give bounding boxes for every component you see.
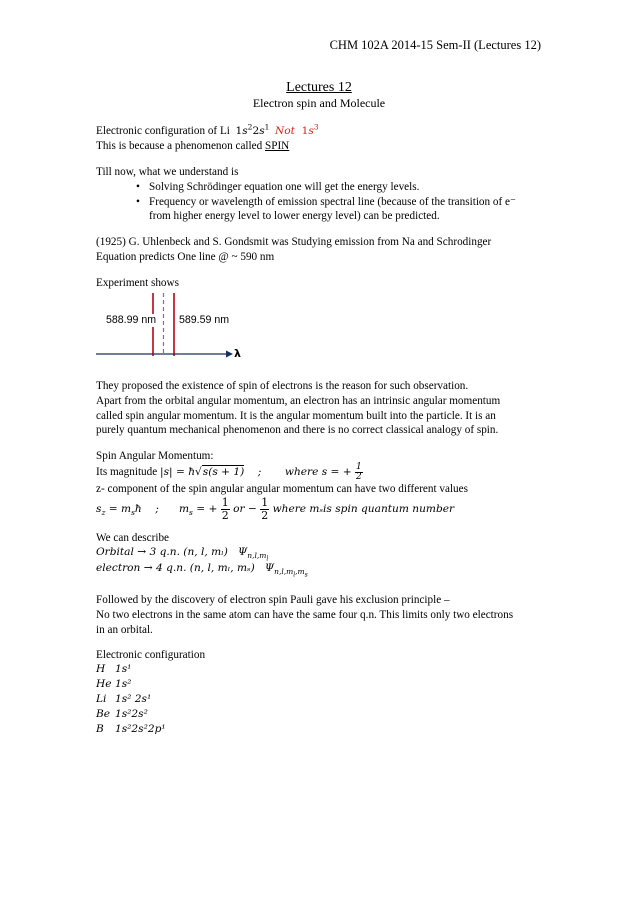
- config-element: Li: [96, 693, 107, 705]
- pauli-line-1: Followed by the discovery of electron spin Pauli gave his exclusion principle –: [96, 594, 450, 606]
- magnitude-label: Its magnitude: [96, 466, 158, 478]
- spin-qn-text: where mₛis spin quantum number: [272, 503, 455, 515]
- config-row-b: [96, 723, 166, 736]
- orbital-row: Orbital → 3 q.n. (n, l, mₗ) $\Psi_{n,l,m_l}$: [96, 546, 269, 563]
- page-subtitle: Electron spin and Molecule: [252, 96, 386, 110]
- config-value: 1s²2s²: [115, 708, 148, 720]
- li-config-not: Not $1s^3$: [275, 122, 319, 137]
- page-header: CHM 102A 2014-15 Sem-II (Lectures 12): [329, 38, 541, 52]
- bullet-icon: •: [136, 196, 140, 208]
- experiment-label: Experiment shows: [96, 277, 179, 289]
- paragraph-line-4: purely quantum mechanical phenomenon and there is no correct classical analogy of spin.: [96, 424, 499, 436]
- electron-qn-text: electron → 4 q.n. (n, l, mₗ, mₛ): [96, 562, 255, 574]
- history-line-1: (1925) G. Uhlenbeck and S. Gondsmit was Studying emission from Na and Schrodinger: [96, 236, 492, 248]
- axis-arrowhead-icon: [226, 351, 233, 358]
- magnitude-formula: |s| = ħ√s(s + 1) ; where s = + $\frac{1}{2}$: [160, 461, 362, 482]
- config-element: B: [96, 723, 104, 735]
- paragraph-line-3: called spin angular momentum. It is the angular momentum built into the particle. It is an: [96, 410, 496, 422]
- spin-word: SPIN: [265, 140, 290, 152]
- config-row-li: [96, 693, 151, 706]
- bullet-text: Frequency or wavelength of emission spectral line (because of the transition of e⁻: [149, 196, 516, 208]
- config-row-be: [96, 708, 148, 721]
- spin-intro-text: This is because a phenomenon called: [96, 140, 263, 152]
- li-config-intro: Electronic configuration of Li: [96, 125, 230, 137]
- bullet-icon: •: [136, 181, 140, 193]
- bullet-text: Solving Schrödinger equation one will get the energy levels.: [149, 181, 420, 193]
- line-label-588: 588.99 nm: [106, 314, 157, 326]
- paragraph-line-1: They proposed the existence of spin of electrons is the reason for such observation.: [96, 380, 469, 392]
- config-row-he: [96, 678, 131, 691]
- z-component-text: z- component of the spin angular angular momentum can have two different values: [96, 483, 468, 495]
- till-now-text: Till now, what we understand is: [96, 166, 239, 178]
- title-text: Lectures 12: [286, 80, 352, 95]
- history-line-2: Equation predicts One line @ ~ 590 nm: [96, 251, 275, 263]
- ec-heading: Electronic configuration: [96, 649, 206, 661]
- sz-equation: $s_z$ = $m_sħ$ ; $m_s$ = + $\frac{1}{2}$ or − $\frac{1}{2}$ where mₛis spin quantum number: [96, 495, 455, 522]
- config-element: H: [96, 663, 106, 675]
- config-row-h: [96, 663, 131, 676]
- line-label-589: 589.59 nm: [179, 314, 230, 326]
- paragraph-line-2: Apart from the orbital angular momentum, an electron has an intrinsic angular momentum: [96, 395, 501, 407]
- pauli-line-2: No two electrons in the same atom can have the same four q.n. This limits only two electrons: [96, 609, 514, 621]
- config-element: He: [96, 678, 112, 690]
- pauli-line-3: in an orbital.: [96, 624, 153, 636]
- config-value: 1s² 2s¹: [115, 693, 152, 705]
- magnitude-equation: [96, 462, 363, 482]
- config-value: 1s²: [115, 678, 132, 690]
- orbital-qn-text: Orbital → 3 q.n. (n, l, mₗ): [96, 546, 228, 558]
- lambda-axis-label: λ: [234, 347, 241, 360]
- electron-row: electron → 4 q.n. (n, l, mₗ, mₛ) $\Psi_{n,l,m_l,m_s}$: [96, 562, 308, 579]
- li-config-formula: $1s^22s^1$: [235, 122, 270, 137]
- config-element: Be: [96, 708, 111, 720]
- bullet-item-2-cont: from higher energy level to lower energy level) can be predicted.: [149, 210, 440, 222]
- config-value: 1s¹: [115, 663, 132, 675]
- describe-label: We can describe: [96, 532, 170, 544]
- config-value: 1s²2s²2p¹: [115, 723, 166, 735]
- spin-heading: Spin Angular Momentum:: [96, 450, 214, 462]
